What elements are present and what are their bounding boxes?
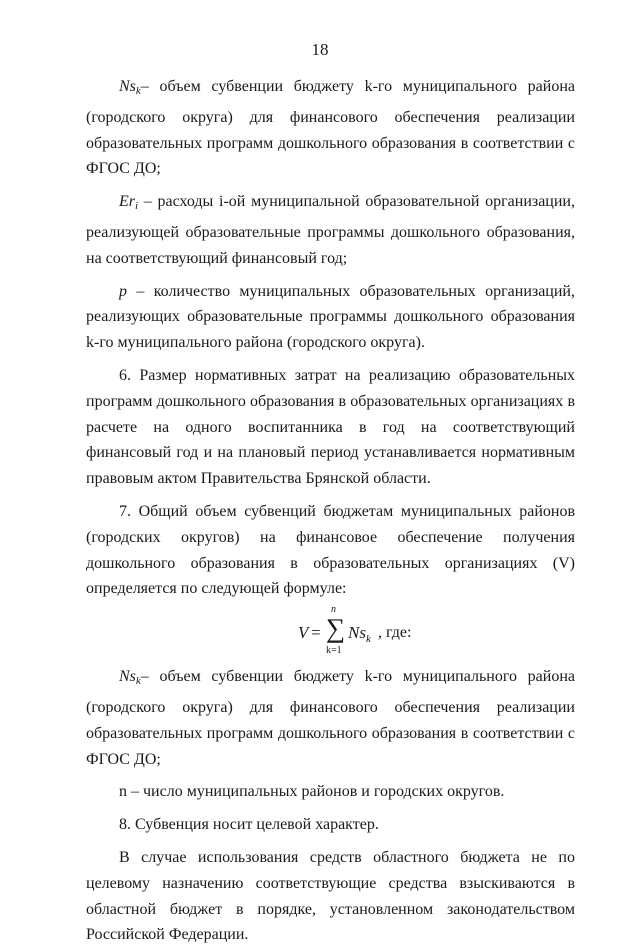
definition-er-i bbox=[86, 189, 575, 271]
sigma-symbol: ∑ bbox=[326, 613, 346, 644]
formula-term-subscript: k bbox=[365, 633, 371, 646]
formula bbox=[86, 604, 575, 660]
symbol: p bbox=[119, 282, 127, 300]
definition-text: – расходы i-ой муниципальной образовательной организации, реализующей образовательные программы дошкольного образования, на соответствующий финансовый год; bbox=[86, 193, 575, 267]
symbol-subscript: i bbox=[135, 200, 139, 213]
symbol: Ns bbox=[119, 668, 136, 686]
definition-n: n – число муниципальных районов и городских округов. bbox=[119, 783, 505, 801]
formula-box bbox=[298, 604, 498, 660]
definition-text: – количество муниципальных образовательных организаций, реализующих образовательные программы дошкольного образования k-го муниципального района (городского округа). bbox=[86, 282, 575, 352]
paragraph-7: 7. Общий объем субвенций бюджетам муниципальных районов (городских округов) на финансовое обеспечение получения дошкольного образования в образовательных организациях (V) определяется по следующей формуле: bbox=[86, 502, 575, 598]
definition-text: – объем субвенции бюджету k-го муниципального района (городского округа) для финансового обеспечения реализации образовательных программ дошкольного образования в соответствии с ФГОС ДО; bbox=[86, 78, 575, 178]
definition-ns-k bbox=[86, 74, 575, 182]
symbol: Ns bbox=[119, 78, 136, 95]
formula-lower-limit: k=1 bbox=[326, 645, 342, 657]
symbol-subscript: k bbox=[135, 675, 141, 688]
paragraph-6: 6. Размер нормативных затрат на реализацию образовательных программ дошкольного образования в образовательных организациях в расчете на одного воспитанника в год на соответствующий финансовый год и на плановый период устанавливается нормативным правовым актом Правительства Брянской области. bbox=[86, 366, 575, 488]
formula-equals: = bbox=[311, 623, 321, 643]
paragraph-9: В случае использования средств областного бюджета не по целевому назначению соответствующие средства взыскиваются в областной бюджет в порядке, установленном законодательством Российской Федерации. bbox=[86, 848, 575, 944]
formula-upper-limit: n bbox=[331, 604, 336, 616]
symbol-subscript: k bbox=[135, 85, 141, 97]
formula-lhs: V bbox=[298, 623, 309, 643]
paragraph-8: 8. Субвенция носит целевой характер. bbox=[119, 816, 379, 834]
symbol: Er bbox=[119, 193, 135, 211]
formula-suffix: , где: bbox=[378, 624, 412, 642]
document-body bbox=[86, 74, 575, 948]
formula-term bbox=[348, 623, 371, 645]
definition-p bbox=[86, 279, 575, 356]
definition-ns-k-2 bbox=[86, 664, 575, 772]
definition-text: – объем субвенции бюджету k-го муниципального района (городского округа) для финансового обеспечения реализации образовательных программ дошкольного образования в соответствии с ФГОС ДО; bbox=[86, 668, 575, 768]
page-number: 18 bbox=[311, 40, 329, 59]
formula-term-symbol: Ns bbox=[348, 623, 366, 643]
